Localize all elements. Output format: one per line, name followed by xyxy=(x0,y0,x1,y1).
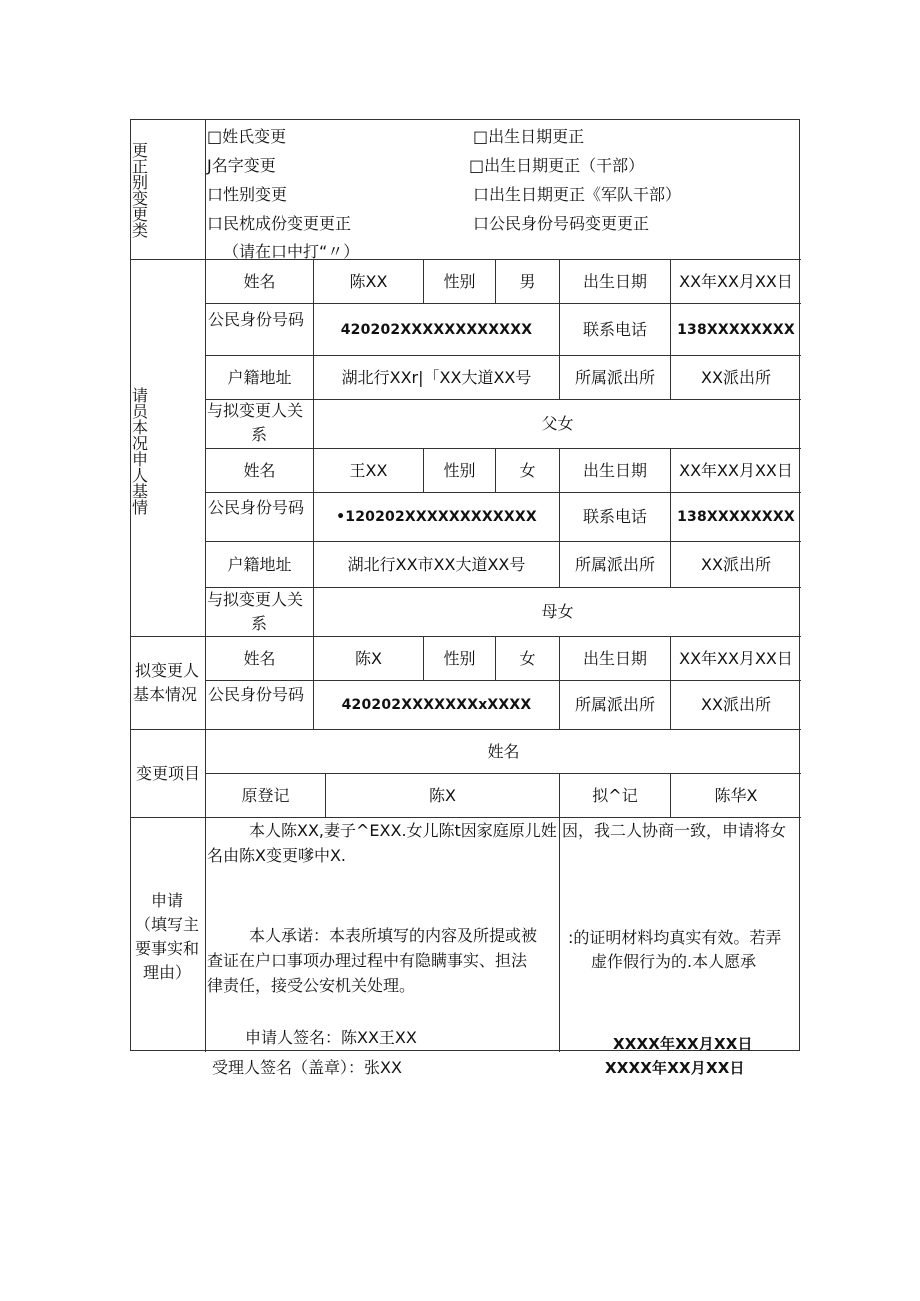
label-gender: 性别 xyxy=(443,460,476,480)
row-divider xyxy=(131,817,801,818)
label-address: 户籍地址 xyxy=(227,554,292,574)
application-label-line2: （填写主 xyxy=(135,915,200,934)
applicant1-relation: 父女 xyxy=(541,414,574,433)
reason-text-left-line1: 本人陈XX,妻子^EXX.女儿陈t因家庭原儿姓 xyxy=(249,821,557,840)
original-record-label: 原登记 xyxy=(241,785,290,805)
applicant1-name: 陈XX xyxy=(349,271,388,291)
label-name: 姓名 xyxy=(243,648,276,668)
applicant1-police-station: XX派出所 xyxy=(701,367,771,387)
target-person-label-line1: 拟变更人 xyxy=(135,661,200,680)
reason-text-line2: 名由陈X变更嗲中X. xyxy=(207,846,347,865)
promise-text-right-line1: :的证明材料均真实有效。若弄 xyxy=(568,928,782,947)
option-ethnicity-change[interactable]: 口民枕成份变更更正 xyxy=(207,214,352,233)
target-name: 陈X xyxy=(355,648,382,668)
applicant2-birthdate: XX年XX月XX日 xyxy=(679,460,793,480)
original-record-value: 陈X xyxy=(429,785,456,805)
target-birthdate: XX年XX月XX日 xyxy=(679,648,793,668)
applicant1-birthdate: XX年XX月XX日 xyxy=(679,271,793,291)
label-birthdate: 出生日期 xyxy=(582,648,647,668)
option-given-name-change[interactable]: J名字变更 xyxy=(207,156,276,175)
option-birthdate-correction-cadre[interactable]: □出生日期更正（干部） xyxy=(469,156,645,175)
applicants-label: 请员本况申人基情 xyxy=(131,386,148,517)
applicant1-id-number: 420202XXXXXXXXXXXX xyxy=(340,321,533,338)
proposed-record-label: 拟^记 xyxy=(592,785,638,805)
label-relation-line1: 与拟变更人关 xyxy=(207,401,304,420)
receiver-date: XXXX年XX月XX日 xyxy=(605,1059,745,1077)
promise-text-left-line1: 本人承诺：本表所填写的内容及所提或被 xyxy=(249,926,538,945)
applicant1-gender: 男 xyxy=(519,271,536,291)
label-name: 姓名 xyxy=(243,460,276,480)
promise-text-left-line3: 律责任，接受公安机关处理。 xyxy=(207,976,416,995)
target-person-label-line2: 基本情况 xyxy=(133,685,198,704)
change-item-value: 姓名 xyxy=(487,741,520,761)
label-phone: 联系电话 xyxy=(582,319,647,339)
label-gender: 性别 xyxy=(443,271,476,291)
applicant-signature: 申请人签名：陈XX王XX xyxy=(245,1028,417,1047)
target-id-number: 420202XXXXXXXxXXXX xyxy=(341,697,532,713)
target-police-station: XX派出所 xyxy=(701,695,771,714)
applicant2-relation: 母女 xyxy=(541,602,574,621)
option-birthdate-correction-military[interactable]: 口出生日期更正《军队干部） xyxy=(473,185,682,204)
target-gender: 女 xyxy=(519,648,536,668)
change-type-label: 更正别变更类 xyxy=(131,141,148,240)
application-date: XXXX年XX月XX日 xyxy=(613,1035,753,1053)
checkbox-instruction: （请在口中打“〃） xyxy=(223,242,360,261)
applicant1-phone: 138XXXXXXXX xyxy=(677,321,795,338)
applicant2-id-number: •120202XXXXXXXXXXXX xyxy=(336,509,537,525)
promise-text-right-line2: 虚作假行为的.本人愿承 xyxy=(591,952,757,971)
label-relation-line2: 系 xyxy=(251,614,268,633)
label-address: 户籍地址 xyxy=(227,367,292,387)
option-id-number-correction[interactable]: 口公民身份号码变更更正 xyxy=(473,214,650,233)
applicant1-address: 湖北行XXr|「XX大道XX号 xyxy=(341,367,532,387)
col-divider xyxy=(559,817,560,1052)
applicant2-name: 王XX xyxy=(349,460,388,480)
label-police-station: 所属派出所 xyxy=(574,367,655,387)
label-birthdate: 出生日期 xyxy=(582,271,647,291)
label-relation-line2: 系 xyxy=(251,425,268,444)
proposed-record-value: 陈华X xyxy=(714,785,758,805)
option-surname-change[interactable]: □姓氏变更 xyxy=(207,127,287,146)
change-item-label: 变更项目 xyxy=(135,763,200,783)
label-name: 姓名 xyxy=(243,271,276,291)
applicant2-address: 湖北行XX市XX大道XX号 xyxy=(347,554,526,574)
label-police-station: 所属派出所 xyxy=(574,695,655,714)
label-police-station: 所属派出所 xyxy=(574,554,655,574)
applicant2-gender: 女 xyxy=(519,460,536,480)
option-gender-change[interactable]: 口性别变更 xyxy=(207,185,288,204)
label-id-number: 公民身份号码 xyxy=(208,498,305,517)
application-label-line4: 理由） xyxy=(143,963,192,982)
label-id-number: 公民身份号码 xyxy=(208,310,305,329)
option-birthdate-correction[interactable]: □出生日期更正 xyxy=(473,127,585,146)
reason-text-right-line1: 因，我二人协商一致，申请将女 xyxy=(562,821,787,840)
label-phone: 联系电话 xyxy=(582,507,647,526)
label-birthdate: 出生日期 xyxy=(582,460,647,480)
promise-text-left-line2: 查证在户口事项办理过程中有隐瞒事实、担法 xyxy=(207,951,528,970)
receiver-signature: 受理人签名（盖章）：张XX xyxy=(212,1058,402,1077)
application-form xyxy=(130,119,800,1051)
application-label-line1: 申请 xyxy=(151,891,184,910)
application-label-line3: 要事实和 xyxy=(135,939,200,958)
applicant2-police-station: XX派出所 xyxy=(701,554,771,574)
label-gender: 性别 xyxy=(443,648,476,668)
label-id-number: 公民身份号码 xyxy=(208,685,305,704)
label-relation-line1: 与拟变更人关 xyxy=(207,590,304,609)
applicant2-phone: 138XXXXXXXX xyxy=(677,509,795,525)
